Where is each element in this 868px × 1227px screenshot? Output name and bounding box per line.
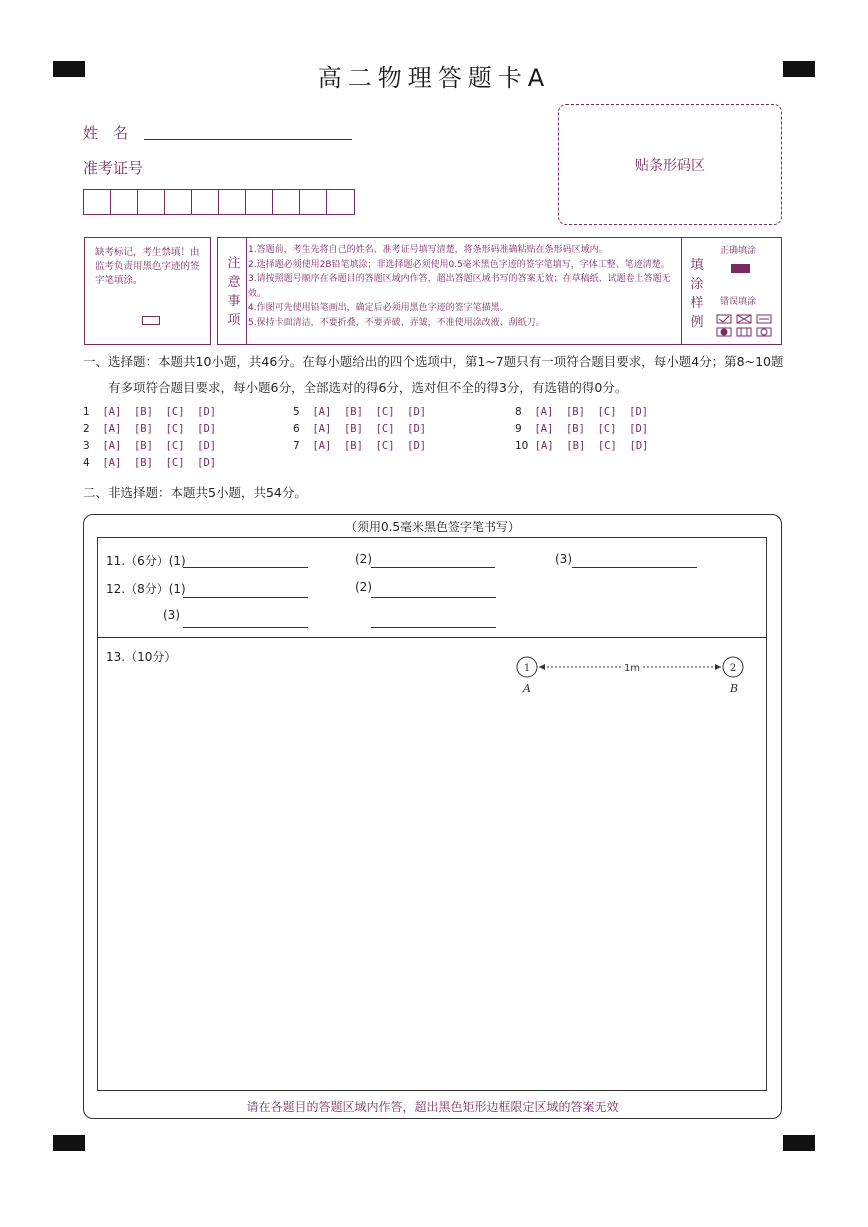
q11-answer-2[interactable] <box>371 567 495 568</box>
pen-note: （须用0.5毫米黑色签字笔书写） <box>344 520 521 534</box>
q12-answer-3-cont[interactable] <box>371 627 496 628</box>
q13-divider <box>97 637 767 638</box>
id-number-grid[interactable] <box>83 189 355 215</box>
q12-label: 12.（8分）(1) <box>106 582 186 596</box>
mc-row-5[interactable]: 5 [A] [B] [C] [D] <box>293 406 427 418</box>
absent-mark-text: 缺考标记，考生禁填！由监考负责用黑色字迹的签字笔填涂。 <box>95 247 200 286</box>
distance-label: 1m <box>623 663 641 674</box>
mc-row-7[interactable]: 7 [A] [B] [C] [D] <box>293 440 427 452</box>
mc-row-4[interactable]: 4 [A] [B] [C] [D] <box>83 457 217 469</box>
fill-example-heading: 填 涂 样 例 <box>690 258 704 330</box>
ball-1-label: 1 <box>523 663 531 674</box>
q12-answer-1[interactable] <box>183 597 308 598</box>
q12-answer-3[interactable] <box>183 627 308 628</box>
absent-mark-box <box>84 237 211 345</box>
q12-part3-label: (3) <box>163 608 180 622</box>
mc-row-8[interactable]: 8 [A] [B] [C] [D] <box>515 406 649 418</box>
mc-row-6[interactable]: 6 [A] [B] [C] [D] <box>293 423 427 435</box>
correct-fill-label: 正确填涂 <box>720 246 757 256</box>
q11-part3-label: (3) <box>555 552 572 566</box>
q12-part2-label: (2) <box>355 580 372 594</box>
wrong-fill-samples <box>716 313 776 339</box>
timing-mark-bottom-left <box>53 1135 85 1151</box>
mc-row-2[interactable]: 2 [A] [B] [C] [D] <box>83 423 217 435</box>
q11-answer-3[interactable] <box>572 567 697 568</box>
q13-answer-area[interactable] <box>100 675 764 1087</box>
mc-row-9[interactable]: 9 [A] [B] [C] [D] <box>515 423 649 435</box>
q13-label: 13.（10分） <box>106 650 177 664</box>
section1-instructions-line1: 一、选择题：本题共10小题，共46分。在每小题给出的四个选项中，第1~7题只有一项符合题目要求，每小题4分；第8~10题 <box>83 354 784 369</box>
section2-heading: 二、非选择题：本题共5小题，共54分。 <box>83 485 307 500</box>
q12-answer-2[interactable] <box>371 597 496 598</box>
ball-2-label: 2 <box>729 663 737 674</box>
barcode-area: 贴条形码区 <box>558 104 782 225</box>
id-label: 准考证号 <box>83 159 144 177</box>
point-b-label: B <box>729 682 739 695</box>
footer-warning: 请在各题目的答题区域内作答，超出黑色矩形边框限定区域的答案无效 <box>246 1100 619 1114</box>
timing-mark-bottom-right <box>783 1135 815 1151</box>
page-title: 高二物理答题卡A <box>317 64 551 92</box>
mc-row-1[interactable]: 1 [A] [B] [C] [D] <box>83 406 217 418</box>
notes-heading: 注 意 事 项 <box>227 256 241 328</box>
q11-answer-1[interactable] <box>183 567 308 568</box>
wrong-fill-label: 错误填涂 <box>720 297 757 307</box>
q11-part2-label: (2) <box>355 552 372 566</box>
notes-box <box>217 237 782 345</box>
notes-list: 1.答题前，考生先将自己的姓名、准考证号填写清楚，将条形码准确粘贴在条形码区域内。 2.选择题必须使用2B铅笔填涂；非选择题必须使用0.5毫米黑色字迹的签字笔填写，字体工整、笔迹清楚。 3.请按照题号顺序在各题目的答题区域内作答，超出答题区域书写的答案无效；在草稿纸、试题卷上答题无效。 4.作图可先使用铅笔画出，确定后必须用黑色字迹的签字笔描黑。 5.保持卡面清洁，不要折叠，不要弄破、弄皱，不准使用涂改液、刮纸刀。 <box>248 245 671 328</box>
name-field[interactable] <box>144 139 352 140</box>
mc-row-3[interactable]: 3 [A] [B] [C] [D] <box>83 440 217 452</box>
name-label: 姓 名 <box>83 124 129 142</box>
point-a-label: A <box>523 682 531 695</box>
correct-fill-sample <box>731 264 750 273</box>
mc-row-10[interactable]: 10 [A] [B] [C] [D] <box>515 440 649 452</box>
absent-mark-checkbox[interactable] <box>142 316 160 325</box>
q11-label: 11.（6分）(1) <box>106 554 186 568</box>
section1-instructions-line2: 有多项符合题目要求，每小题6分，全部选对的得6分，选对但不全的得3分，有选错的得0分。 <box>108 380 628 395</box>
